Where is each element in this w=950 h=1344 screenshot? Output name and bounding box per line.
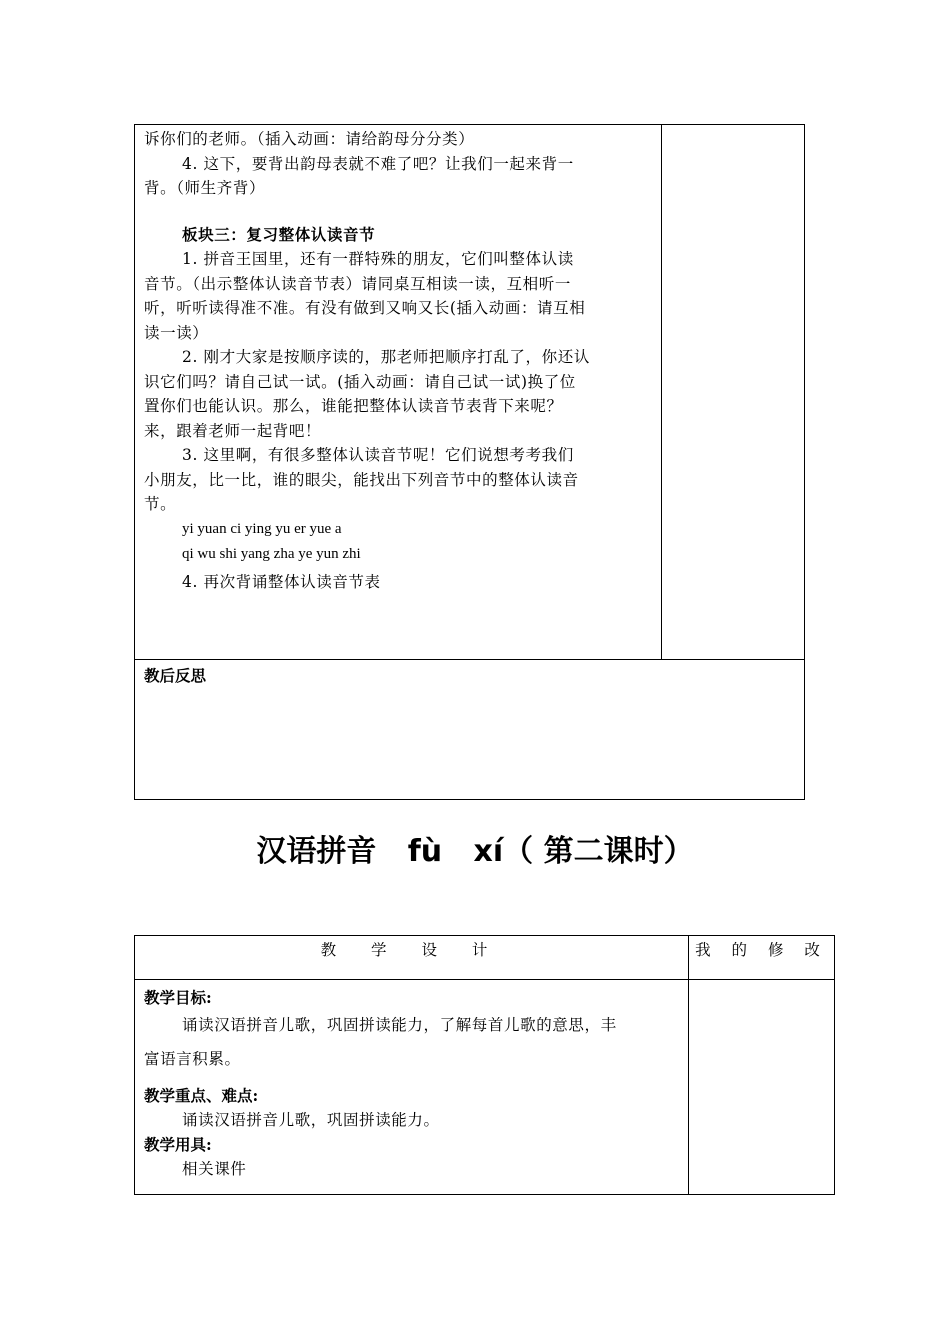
text-line: 4. 再次背诵整体认读音节表 bbox=[182, 572, 381, 591]
pinyin-line: yi yuan ci ying yu er yue a bbox=[182, 520, 342, 537]
text-line: 诉你们的老师。（插入动画：请给韵母分分类） bbox=[144, 130, 475, 148]
page-title: 汉语拼音 fù xí（ 第二课时） bbox=[256, 834, 694, 869]
text-line: 音节。（出示整体认读音节表）请同桌互相读一读，互相听一 bbox=[144, 274, 571, 293]
reflection-cell bbox=[135, 660, 805, 800]
text-line: 小朋友，比一比，谁的眼尖，能找出下列音节中的整体认读音 bbox=[144, 470, 579, 489]
text-line: 来，跟着老师一起背吧！ bbox=[144, 421, 322, 440]
tools-text: 相关课件 bbox=[182, 1159, 247, 1178]
lesson-content-cell bbox=[135, 125, 662, 660]
text-line: 读一读） bbox=[144, 323, 209, 342]
goal-text: 诵读汉语拼音儿歌，巩固拼读能力，了解每首儿歌的意思，丰 bbox=[182, 1016, 617, 1034]
focus-label: 教学重点、难点: bbox=[144, 1086, 259, 1105]
modification-column-header: 我 的 修 改 bbox=[695, 941, 828, 959]
design-content-cell bbox=[135, 980, 689, 1195]
pinyin-line: qi wu shi yang zha ye yun zhi bbox=[182, 545, 361, 562]
text-line: 识它们吗？请自己试一试。(插入动画：请自己试一试)换了位 bbox=[144, 372, 576, 391]
text-line: 背。（师生齐背） bbox=[144, 179, 266, 197]
modification-cell bbox=[661, 125, 804, 660]
text-line: 3. 这里啊，有很多整体认读音节呢！它们说想考考我们 bbox=[182, 446, 574, 464]
modification-cell bbox=[689, 980, 835, 1195]
text-line: 4. 这下，要背出韵母表就不难了吧？让我们一起来背一 bbox=[182, 154, 574, 173]
teaching-design-table bbox=[134, 935, 835, 1195]
design-header-cell bbox=[135, 936, 689, 980]
goal-text: 富语言积累。 bbox=[144, 1050, 241, 1068]
text-line: 2. 刚才大家是按顺序读的，那老师把顺序打乱了，你还认 bbox=[182, 348, 590, 366]
text-line: 1. 拼音王国里，还有一群特殊的朋友，它们叫整体认读 bbox=[182, 250, 574, 268]
goal-label: 教学目标: bbox=[144, 988, 212, 1007]
modification-header-cell bbox=[689, 936, 835, 980]
lesson-plan-table bbox=[134, 124, 805, 800]
section-heading: 板块三：复习整体认读音节 bbox=[182, 224, 376, 244]
text-line: 置你们也能认识。那么，谁能把整体认读音节表背下来呢？ bbox=[144, 397, 563, 415]
reflection-label: 教后反思 bbox=[144, 666, 207, 685]
text-line: 听，听听读得准不准。有没有做到又响又长(插入动画：请互相 bbox=[144, 299, 586, 317]
tools-label: 教学用具: bbox=[144, 1134, 212, 1154]
design-column-header: 教 学 设 计 bbox=[320, 941, 503, 959]
focus-text: 诵读汉语拼音儿歌，巩固拼读能力。 bbox=[182, 1111, 440, 1129]
text-line: 节。 bbox=[144, 495, 177, 513]
